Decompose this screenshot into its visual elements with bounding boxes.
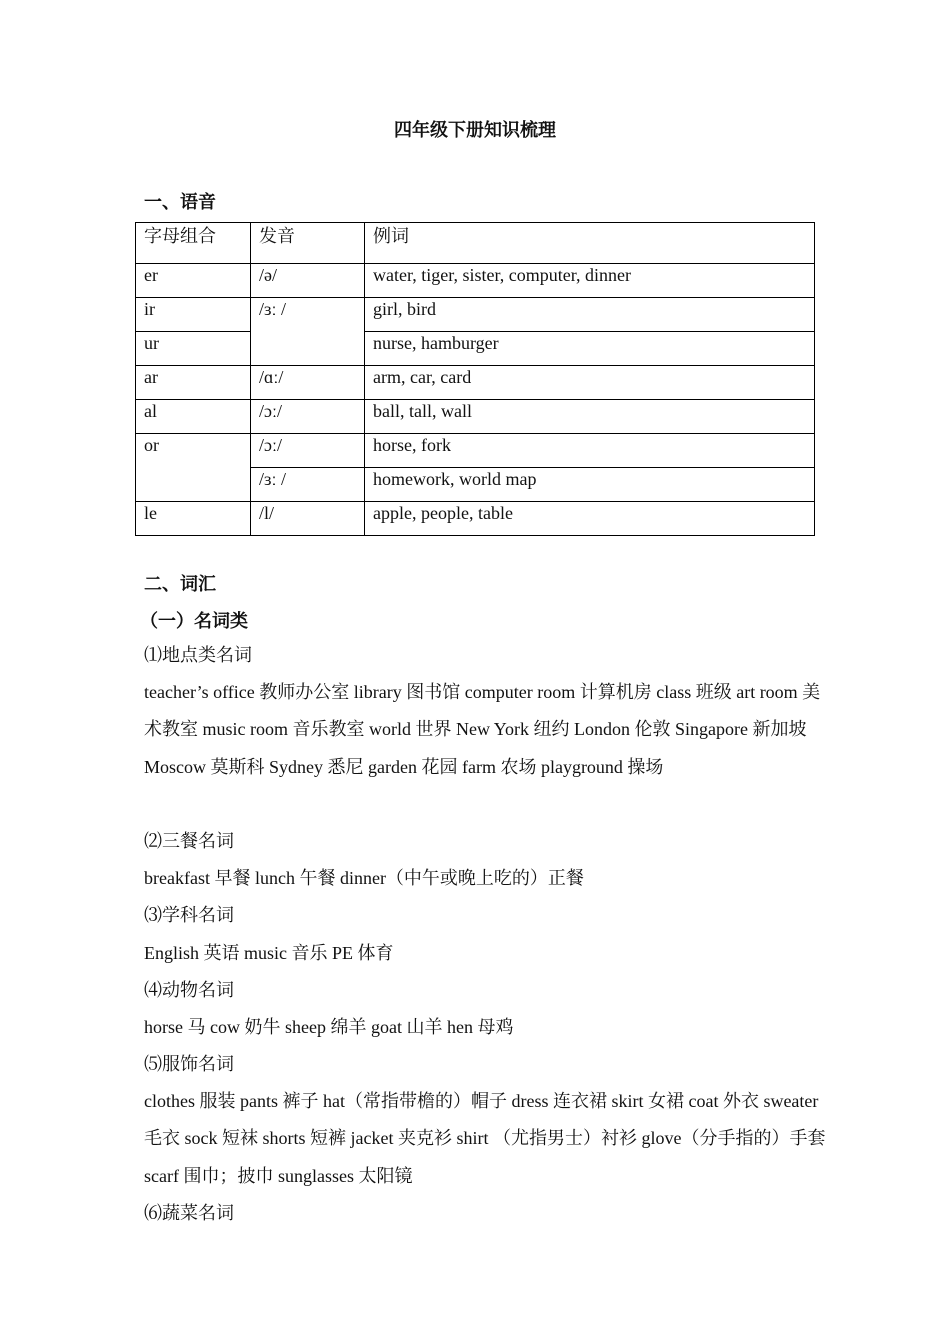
category-text-meals: breakfast 早餐 lunch 午餐 dinner（中午或晚上吃的）正餐 (144, 868, 584, 888)
table-cell-letters: ir (136, 298, 251, 332)
table-cell-examples: apple, people, table (365, 502, 815, 536)
table-cell-sound: /ɜː / (251, 298, 365, 366)
table-cell-sound: /l/ (251, 502, 365, 536)
table-cell-sound: /ɑː/ (251, 366, 365, 400)
section-heading-vocabulary: 二、词汇 (144, 574, 216, 594)
table-cell-letters: le (136, 502, 251, 536)
table-cell-examples: horse, fork (365, 434, 815, 468)
table-row (136, 332, 815, 366)
subsection-heading-nouns: （一）名词类 (140, 611, 248, 631)
category-heading-clothes: ⑸服饰名词 (144, 1054, 234, 1074)
table-cell-examples: nurse, hamburger (365, 332, 815, 366)
category-heading-places: ⑴地点类名词 (144, 645, 252, 665)
page-title: 四年级下册知识梳理 (394, 120, 556, 140)
table-header-cell: 字母组合 (136, 223, 251, 264)
table-cell-sound: /ə/ (251, 264, 365, 298)
table-row (136, 502, 815, 536)
category-text-places: teacher’s office 教师办公室 library 图书馆 computer room 计算机房 class 班级 art room 美术教室 music room 音乐教室 world 世界 New York 纽约 London 伦敦 Singapore 新加坡 Moscow 莫斯科 Sydney 悉尼 garden 花园 farm 农场 playground 操场 (144, 682, 821, 777)
table-row (136, 434, 815, 468)
category-heading-meals: ⑵三餐名词 (144, 831, 234, 851)
table-header-cell: 例词 (365, 223, 815, 264)
table-row (136, 366, 815, 400)
table-cell-sound: /ɔː/ (251, 434, 365, 468)
table-cell-letters: al (136, 400, 251, 434)
category-heading-subjects: ⑶学科名词 (144, 905, 234, 925)
section-heading-phonics: 一、语音 (144, 192, 216, 212)
table-cell-examples: girl, bird (365, 298, 815, 332)
table-cell-letters: ar (136, 366, 251, 400)
category-text-subjects: English 英语 music 音乐 PE 体育 (144, 943, 394, 963)
table-cell-examples: ball, tall, wall (365, 400, 815, 434)
table-row (136, 400, 815, 434)
table-cell-sound: /ɔː/ (251, 400, 365, 434)
table-cell-examples: homework, world map (365, 468, 815, 502)
category-heading-vegetables: ⑹蔬菜名词 (144, 1203, 234, 1223)
table-header-cell: 发音 (251, 223, 365, 264)
phonics-table (135, 222, 815, 536)
category-text-clothes: clothes 服装 pants 裤子 hat（常指带檐的）帽子 dress 连衣裙 skirt 女裙 coat 外衣 sweater 毛衣 sock 短袜 shorts 短裤 jacket 夹克衫 shirt （尤指男士）衬衫 glove（分手指的）手套 scarf 围巾；披巾 sunglasses 太阳镜 (144, 1091, 826, 1186)
table-cell-examples: water, tiger, sister, computer, dinner (365, 264, 815, 298)
table-cell-letters: or (136, 434, 251, 502)
table-header-row (136, 223, 815, 264)
table-cell-letters: er (136, 264, 251, 298)
table-row (136, 298, 815, 332)
category-text-animals: horse 马 cow 奶牛 sheep 绵羊 goat 山羊 hen 母鸡 (144, 1017, 514, 1037)
table-row (136, 264, 815, 298)
category-heading-animals: ⑷动物名词 (144, 980, 234, 1000)
table-cell-sound: /ɜː / (251, 468, 365, 502)
table-cell-examples: arm, car, card (365, 366, 815, 400)
table-cell-letters: ur (136, 332, 251, 366)
